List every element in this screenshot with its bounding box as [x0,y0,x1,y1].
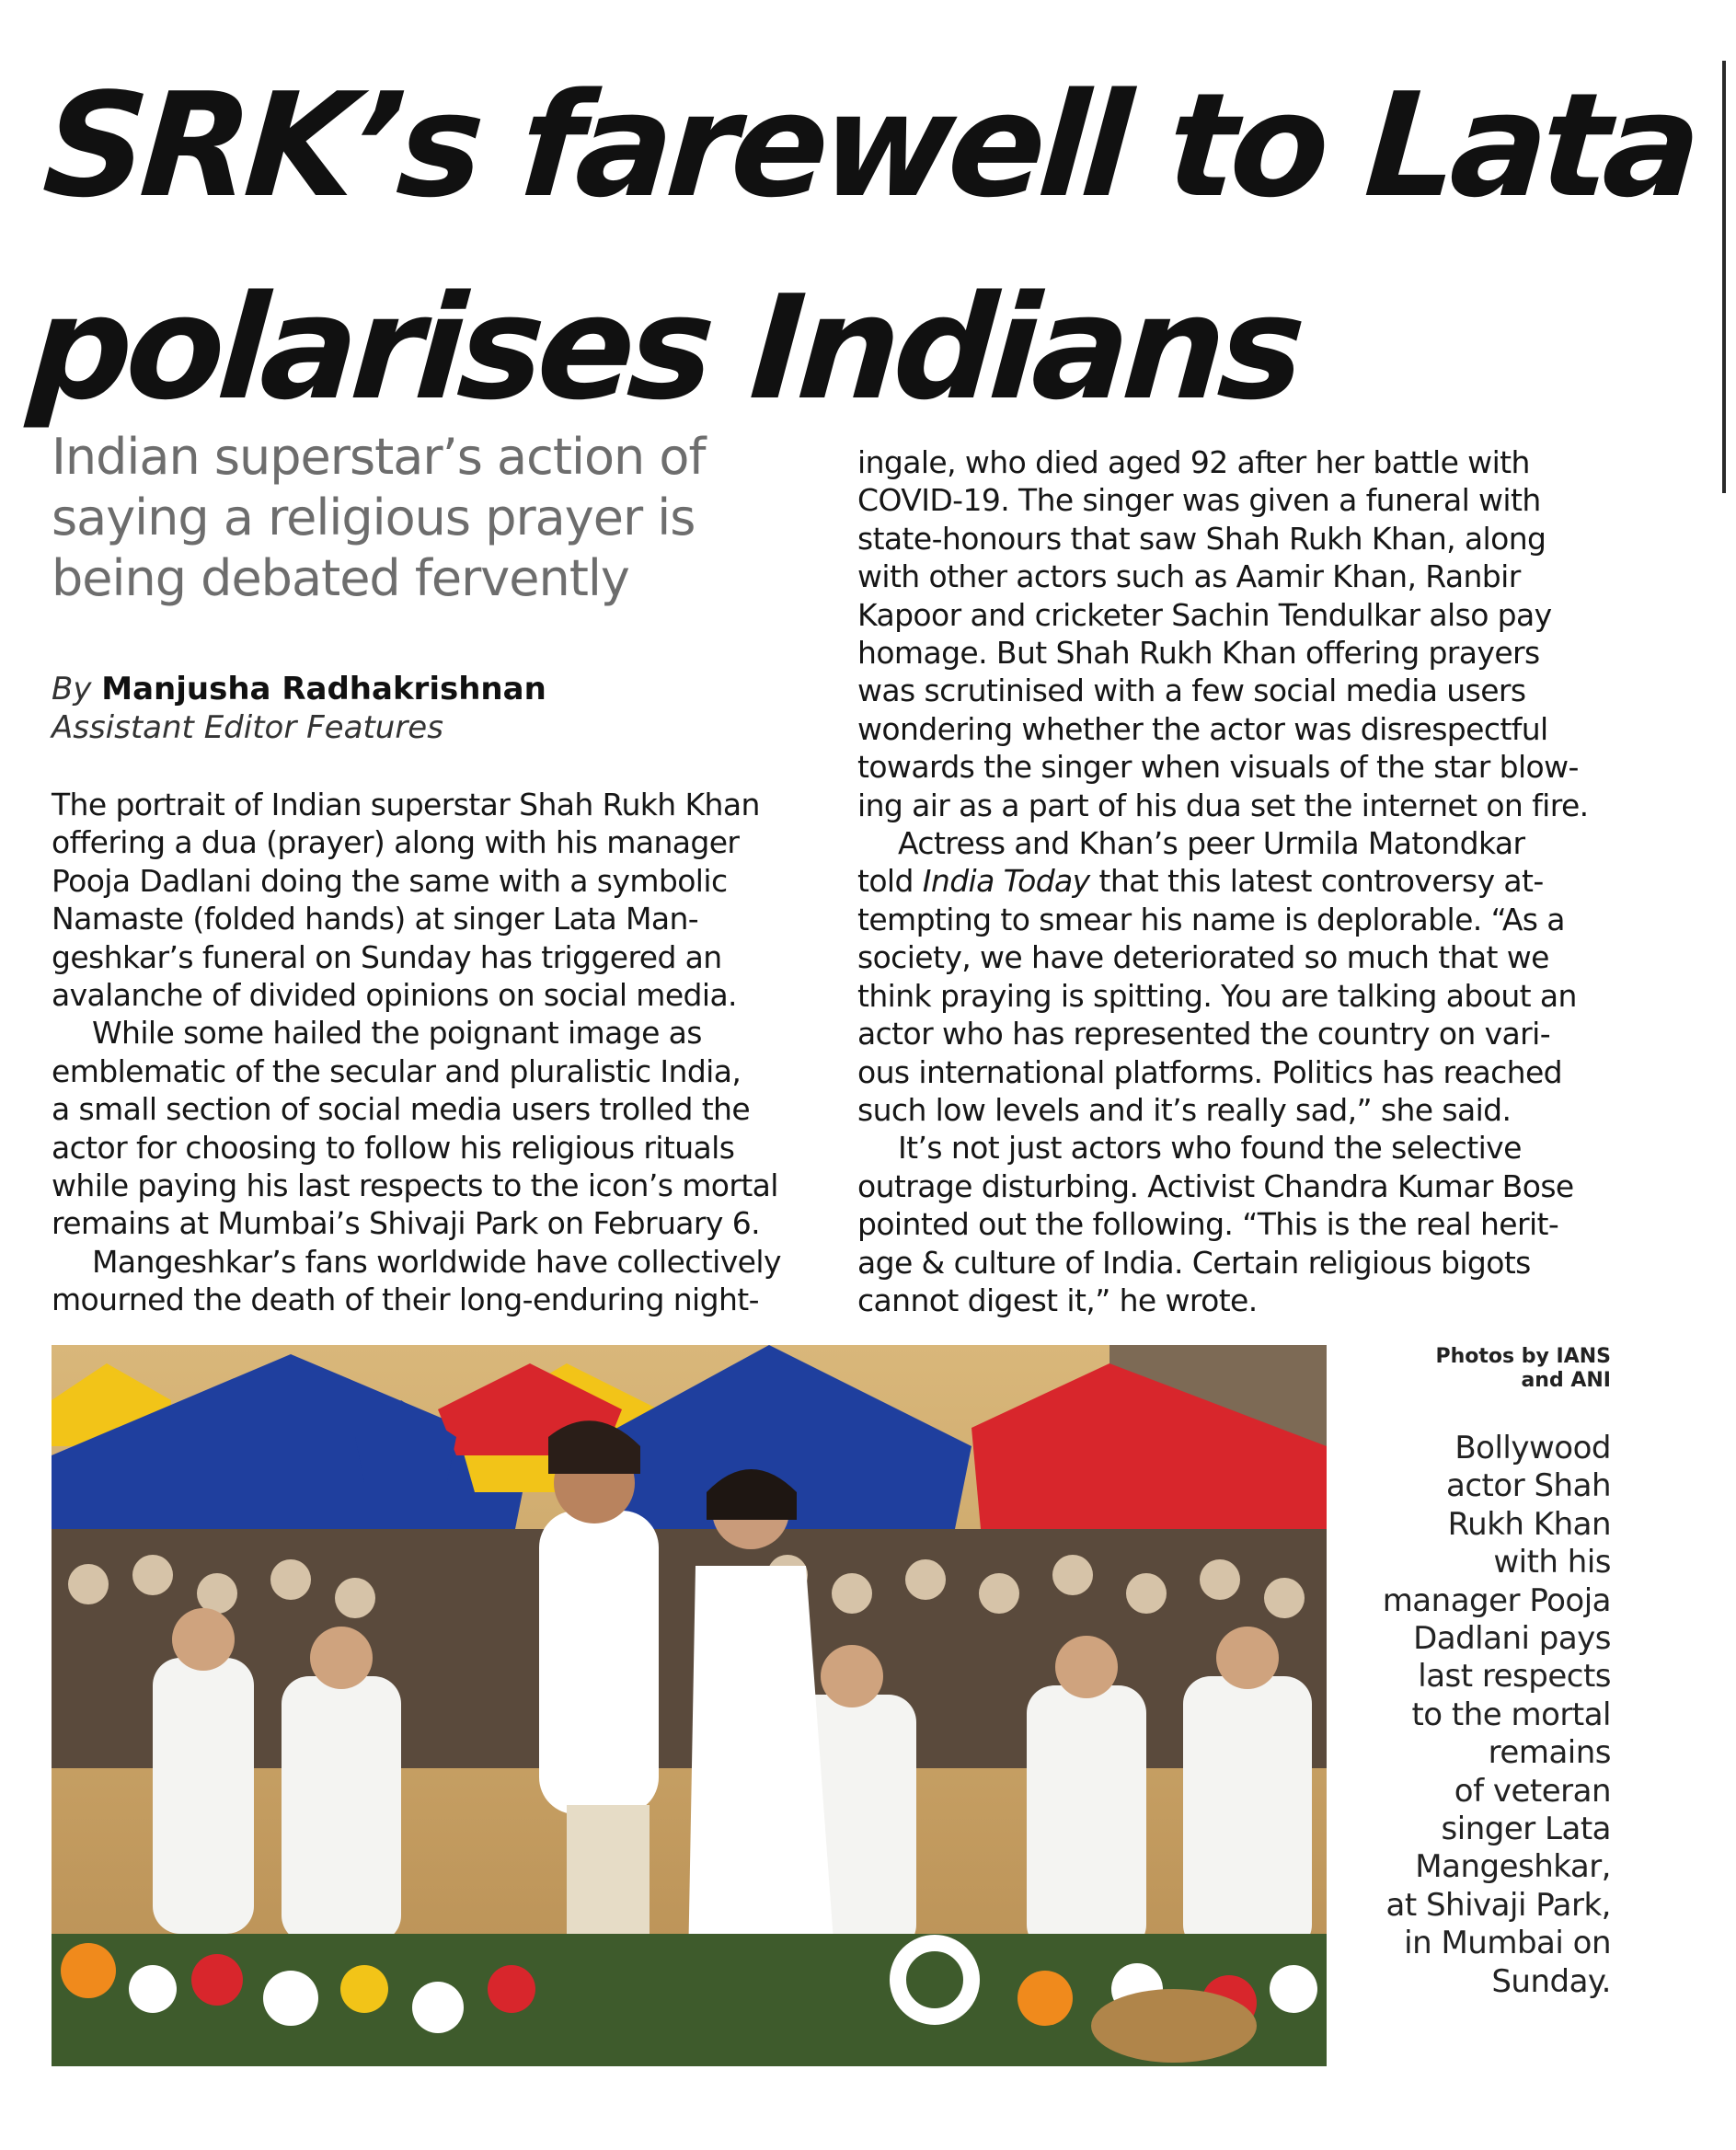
caption-line: with his [1493,1544,1611,1581]
caption-line: Rukh Khan [1447,1505,1611,1543]
photo-basket [1091,1989,1257,2063]
body-line: society, we have deteriorated so much that we [857,939,1549,976]
body-line: avalanche of divided opinions on social media. [52,977,737,1014]
body-line: ous international platforms. Politics has reached [857,1053,1563,1090]
caption-line: at Shivaji Park, [1385,1886,1611,1924]
body-line: actor who has represented the country on vari- [857,1016,1551,1052]
photo-credit [1335,1345,1611,1393]
byline-role: Assistant Editor Features [52,709,443,746]
headline [23,44,1701,449]
told-word: told [857,863,914,900]
funeral-photo [52,1345,1327,2066]
body-line: pointed out the following. “This is the real herit- [857,1206,1559,1243]
body-line: with other actors such as Aamir Khan, Ranbir [857,558,1521,595]
body-line: wondering whether the actor was disrespectful [857,710,1548,747]
body-line: cannot digest it,” he wrote. [857,1282,1258,1318]
photo-caption [1280,1430,1611,2001]
body-line: while paying his last respects to the icon’s mortal [52,1167,778,1204]
body-line: such low levels and it’s really sad,” she said. [857,1091,1512,1128]
body-line: towards the singer when visuals of the star blow- [857,749,1579,786]
standfirst-line: Indian superstar’s action of [52,428,706,486]
caption-line: Dadlani pays [1413,1620,1611,1658]
body-line: state-honours that saw Shah Rukh Khan, along [857,520,1546,557]
photo-credit-line: Photos by IANS [1435,1345,1611,1368]
body-line: actor for choosing to follow his religious rituals [52,1129,735,1166]
byline-author: Manjusha Radhakrishnan [101,671,546,707]
body-line: think praying is spitting. You are talking about an [857,977,1577,1014]
standfirst [52,427,806,609]
page-edge-rule [1722,61,1726,493]
body-line: ing air as a part of his dua set the internet on fire. [857,787,1589,823]
caption-line: Bollywood [1454,1430,1611,1466]
body-line: Pooja Dadlani doing the same with a symbolic [52,862,728,899]
body-line: It’s not just actors who found the selective [898,1130,1522,1167]
body-line: mourned the death of their long-enduring night- [52,1282,759,1318]
body-line: The portrait of Indian superstar Shah Rukh Khan [52,787,760,822]
funeral-photo-illustration [52,1345,1327,2066]
caption-line: to the mortal [1411,1696,1611,1733]
publication-name: India Today [922,863,1090,900]
byline-by: By [52,671,92,707]
body-line: age & culture of India. Certain religious bigots [857,1244,1531,1281]
headline-line-2: polarises Indians [24,264,1305,431]
caption-line: in Mumbai on [1404,1925,1611,1962]
body-line: remains at Mumbai’s Shivaji Park on February 6. [52,1205,760,1242]
body-line: tempting to smear his name is deplorable. “As a [857,901,1565,937]
caption-line: manager Pooja [1382,1581,1611,1619]
standfirst-line: being debated fervently [52,549,629,607]
caption-line: Sunday. [1491,1962,1611,2000]
told-rest: that this latest controversy at- [1098,863,1544,900]
body-line-with-publication [857,862,1685,900]
caption-line: singer Lata [1441,1811,1611,1848]
body-line: Namaste (folded hands) at singer Lata Man- [52,901,699,937]
body-line: Actress and Khan’s peer Urmila Matondkar [898,825,1525,862]
caption-line: remains [1488,1734,1611,1772]
body-line: ingale, who died aged 92 after her battle with [857,444,1530,480]
standfirst-line: saying a religious prayer is [52,489,696,546]
photo-credit-line: and ANI [1521,1369,1611,1392]
body-line: While some hailed the poignant image as [92,1015,702,1052]
body-line: outrage disturbing. Activist Chandra Kumar Bose [857,1167,1574,1204]
body-line: emblematic of the secular and pluralistic India, [52,1052,742,1089]
body-line: homage. But Shah Rukh Khan offering prayers [857,635,1540,672]
body-line: was scrutinised with a few social media users [857,673,1526,709]
caption-line: Mangeshkar, [1415,1848,1611,1886]
byline [52,670,806,747]
body-line: geshkar’s funeral on Sunday has triggered an [52,938,722,975]
caption-line: of veteran [1454,1772,1611,1810]
caption-line: last respects [1418,1658,1611,1696]
photo-central-figure-shirt [539,1511,659,1814]
body-column-right [857,443,1685,1319]
body-line: COVID-19. The singer was given a funeral with [857,482,1541,519]
body-line: Mangeshkar’s fans worldwide have collectively [92,1243,781,1280]
body-line: Kapoor and cricketer Sachin Tendulkar also pay [857,596,1552,633]
headline-line-1: SRK’s farewell to Lata [38,62,1701,229]
body-line: a small section of social media users trolled the [52,1091,751,1128]
caption-line: actor Shah [1446,1467,1611,1505]
body-column-left [52,786,843,1319]
body-line: offering a dua (prayer) along with his manager [52,824,740,861]
